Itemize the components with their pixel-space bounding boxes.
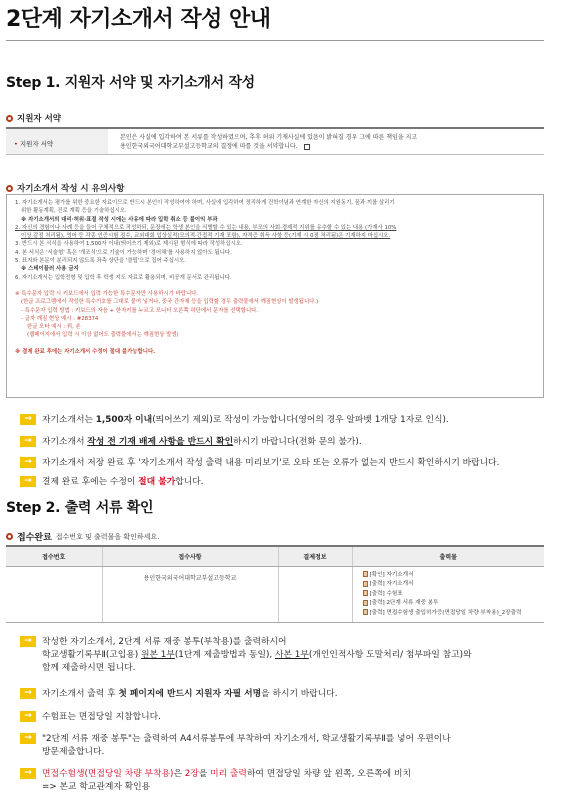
arrow-icon: →: [20, 457, 36, 468]
arrow-icon: →: [20, 711, 36, 722]
warning-line: ※ 결제 완료 후에는 자기소개서 수정이 절대 불가능합니다.: [15, 348, 156, 355]
circle-bullet-icon: [6, 533, 13, 540]
receipt-section-title: 접수완료 접수번호 및 출력물을 확인하세요.: [6, 530, 159, 543]
col-header: 접수번호: [6, 546, 102, 566]
note-line: 5. 표지와 본문이 분리되지 않도록 좌측 상단을 '클립'으로 집어 주십시오.: [15, 258, 187, 265]
file-link[interactable]: [출력] 2단계 서류 재중 봉투: [363, 599, 545, 609]
sign-text: 본인은 사실에 입각하여 본 서류를 작성하였으며, 추후 허위 기재사실에 있음이 밝혀질 경우 그에 따른 책임을 지고 용인한국외국어대학교부설고등학교의 결정에 따를 것을 서약합니다.: [120, 134, 418, 150]
file-link[interactable]: [확인] 자기소개서: [363, 571, 545, 581]
sign-label: • 지원자 서약: [6, 129, 108, 154]
arrow-icon: →: [20, 733, 36, 744]
col-header: 결제정보: [278, 546, 352, 566]
table-row: [6, 566, 544, 622]
note-line: 2. 자신의 경험이나 사례 등을 들어 구체적으로 작성하되, 문장에는 학생 본인을 식별할 수 있는 내용, 부모의 사회·경제적 지위를 유추할 수 있는 내용 (가재사 10%: [15, 224, 397, 231]
agree-checkbox[interactable]: [304, 144, 310, 150]
col-header: 접수사항: [102, 546, 278, 566]
warning-line: - 글자 깨짐 현상 예시 : #28374: [21, 315, 99, 322]
bullet-3: → 수험표는 면접당일 지참합니다.: [20, 711, 161, 724]
note-line: 위한 활동계획, 진로 계획 등을 기술하십시오.: [21, 208, 127, 215]
notes-box: [6, 194, 544, 398]
page-title: 2단계 자기소개서 작성 안내: [6, 7, 271, 32]
note-line: 4. 본 서식은 '서술형' 혹은 '개조식'으로 기술이 가능하며 '경어체'를 사용하지 않아도 됩니다.: [15, 249, 232, 256]
note-line: ※ 스테이플러 사용 금지: [21, 266, 79, 273]
file-link[interactable]: [출력] 자기소개서: [363, 580, 545, 590]
point-1: → 자기소개서는 1,500자 이내(띄어쓰기 제외)로 작성이 가능합니다(영어의 경우 알파벳 1개당 1자로 인식).: [20, 412, 449, 425]
output-files: [352, 566, 544, 622]
col-header: 출력물: [352, 546, 544, 566]
document-icon: [363, 571, 368, 577]
arrow-icon: →: [20, 768, 36, 779]
file-link[interactable]: [출력] 면접수험생 출입허가증(면접당일 차량 부착용)_2장출력: [363, 609, 545, 619]
warning-line: ※ 특수문자 입력 시 키보드에서 입력 가능한 특수문자만 사용하시기 바랍니다.: [15, 290, 199, 297]
school-name: 용인한국외국어대학교부설고등학교: [102, 566, 278, 622]
note-line: ※ 자기소개서의 대리·허위·표절 작성 시에는 사유에 따라 입학 취소 등 불이익 부과: [21, 216, 218, 223]
point-4: → 결제 완료 후에는 수정이 절대 불가합니다.: [20, 474, 204, 487]
note-line: 이상 감점 처리됨), 영어 등 각종 인증시험 점수, 교외대회 입상실적(모의적·간접적 기재 포함), 자격증 취득 사항 등(기재 시 0점 처리됨)은 기재하지 마십시오.: [21, 233, 391, 240]
sign-section-title: 지원자 서약: [6, 112, 61, 124]
document-icon: [363, 590, 368, 596]
point-3: → 자기소개서 저장 완료 후 '자기소개서 작성 출력 내용 미리보기'로 오타 또는 오류가 없는지 반드시 확인하시기 바랍니다.: [20, 455, 499, 468]
receipt-table: [6, 545, 544, 623]
document-icon: [363, 581, 368, 587]
warning-line: (한글 프로그램에서 작성한 특수기호를 그대로 붙여 넣거나, 중국 간자체 등을 입력할 경우 출력물에서 깨짐현상이 발생됩니다.): [21, 299, 319, 306]
step1-heading: Step 1. 지원자 서약 및 자기소개서 작성: [6, 75, 255, 91]
note-line: 1. 자기소개서는 평가를 위한 중요한 자료이므로 반드시 본인이 작성하여야 하며, 사실에 입각하여 정직하게 건학이념과 연계한 자신의 지원동기, 꿈과 끼를 살리기: [15, 200, 395, 206]
warning-line: 한글 오타 예시 : 꿔, 숀: [27, 324, 81, 331]
point-2: → 자기소개서 작성 전 기재 배제 사항을 반드시 확인하시기 바랍니다(전화 문의 불가).: [20, 434, 362, 447]
arrow-icon: →: [20, 414, 36, 425]
bullet-1: → 작성한 자기소개서, 2단계 서류 재중 봉투(부착용)를 출력하시어 학교생활기록부Ⅱ(고입용) 원본 1부(1단계 제출방법과 동일), 사본 1부(개인인적사항 도말처리/ 첨부파일 참고)와 함께 제출하시면 됩니다.: [20, 636, 472, 675]
notes-section-title: 자기소개서 작성 시 유의사항: [6, 182, 124, 194]
receipt-number: [6, 566, 102, 622]
bullet-4: → "2단계 서류 재중 봉투"는 출력하여 A4서류봉투에 부착하여 자기소개서, 학교생활기록부Ⅱ를 넣어 우편이나 방문제출합니다.: [20, 733, 451, 759]
circle-bullet-icon: [6, 115, 13, 122]
warning-line: (웹페이지에서 입력 시 이상 없어도 출력물에서는 깨짐현상 발생): [27, 332, 179, 339]
arrow-icon: →: [20, 688, 36, 699]
note-line: 3. 반드시 본 서식을 사용하여 1,500자 이내(띄어쓰기 제외)로 제시된 형식에 따라 작성하십시오.: [15, 241, 243, 248]
file-link[interactable]: [출력] 수험표: [363, 590, 545, 600]
document-icon: [363, 609, 368, 615]
arrow-icon: →: [20, 436, 36, 447]
warning-line: - 특수문자 입력 방법 : 키보드의 자음 + 한자키를 누르고 모니터 오른쪽 하단에서 문자를 선택합니다.: [21, 307, 259, 314]
step2-heading: Step 2. 출력 서류 확인: [6, 500, 154, 516]
arrow-icon: →: [20, 636, 36, 647]
payment-info: [278, 566, 352, 622]
arrow-icon: →: [20, 476, 36, 487]
note-line: 6. 자기소개서는 입학전형 및 입학 후 학생 지도 자료로 활용되며, 비공개 문서로 관리됩니다.: [15, 274, 232, 281]
title-divider: [6, 40, 544, 41]
bullet-5: → 면접수험생(면접당일 차량 부착용)은 2장을 미리 출력하여 면접당일 차량 앞 왼쪽, 오른쪽에 비치 => 본교 학교관계자 확인용: [20, 768, 411, 794]
bullet-2: → 자기소개서 출력 후 첫 페이지에 반드시 지원자 자필 서명을 하시기 바랍니다.: [20, 688, 338, 701]
sign-table: [6, 127, 544, 155]
document-icon: [363, 600, 368, 606]
circle-bullet-icon: [6, 185, 13, 192]
